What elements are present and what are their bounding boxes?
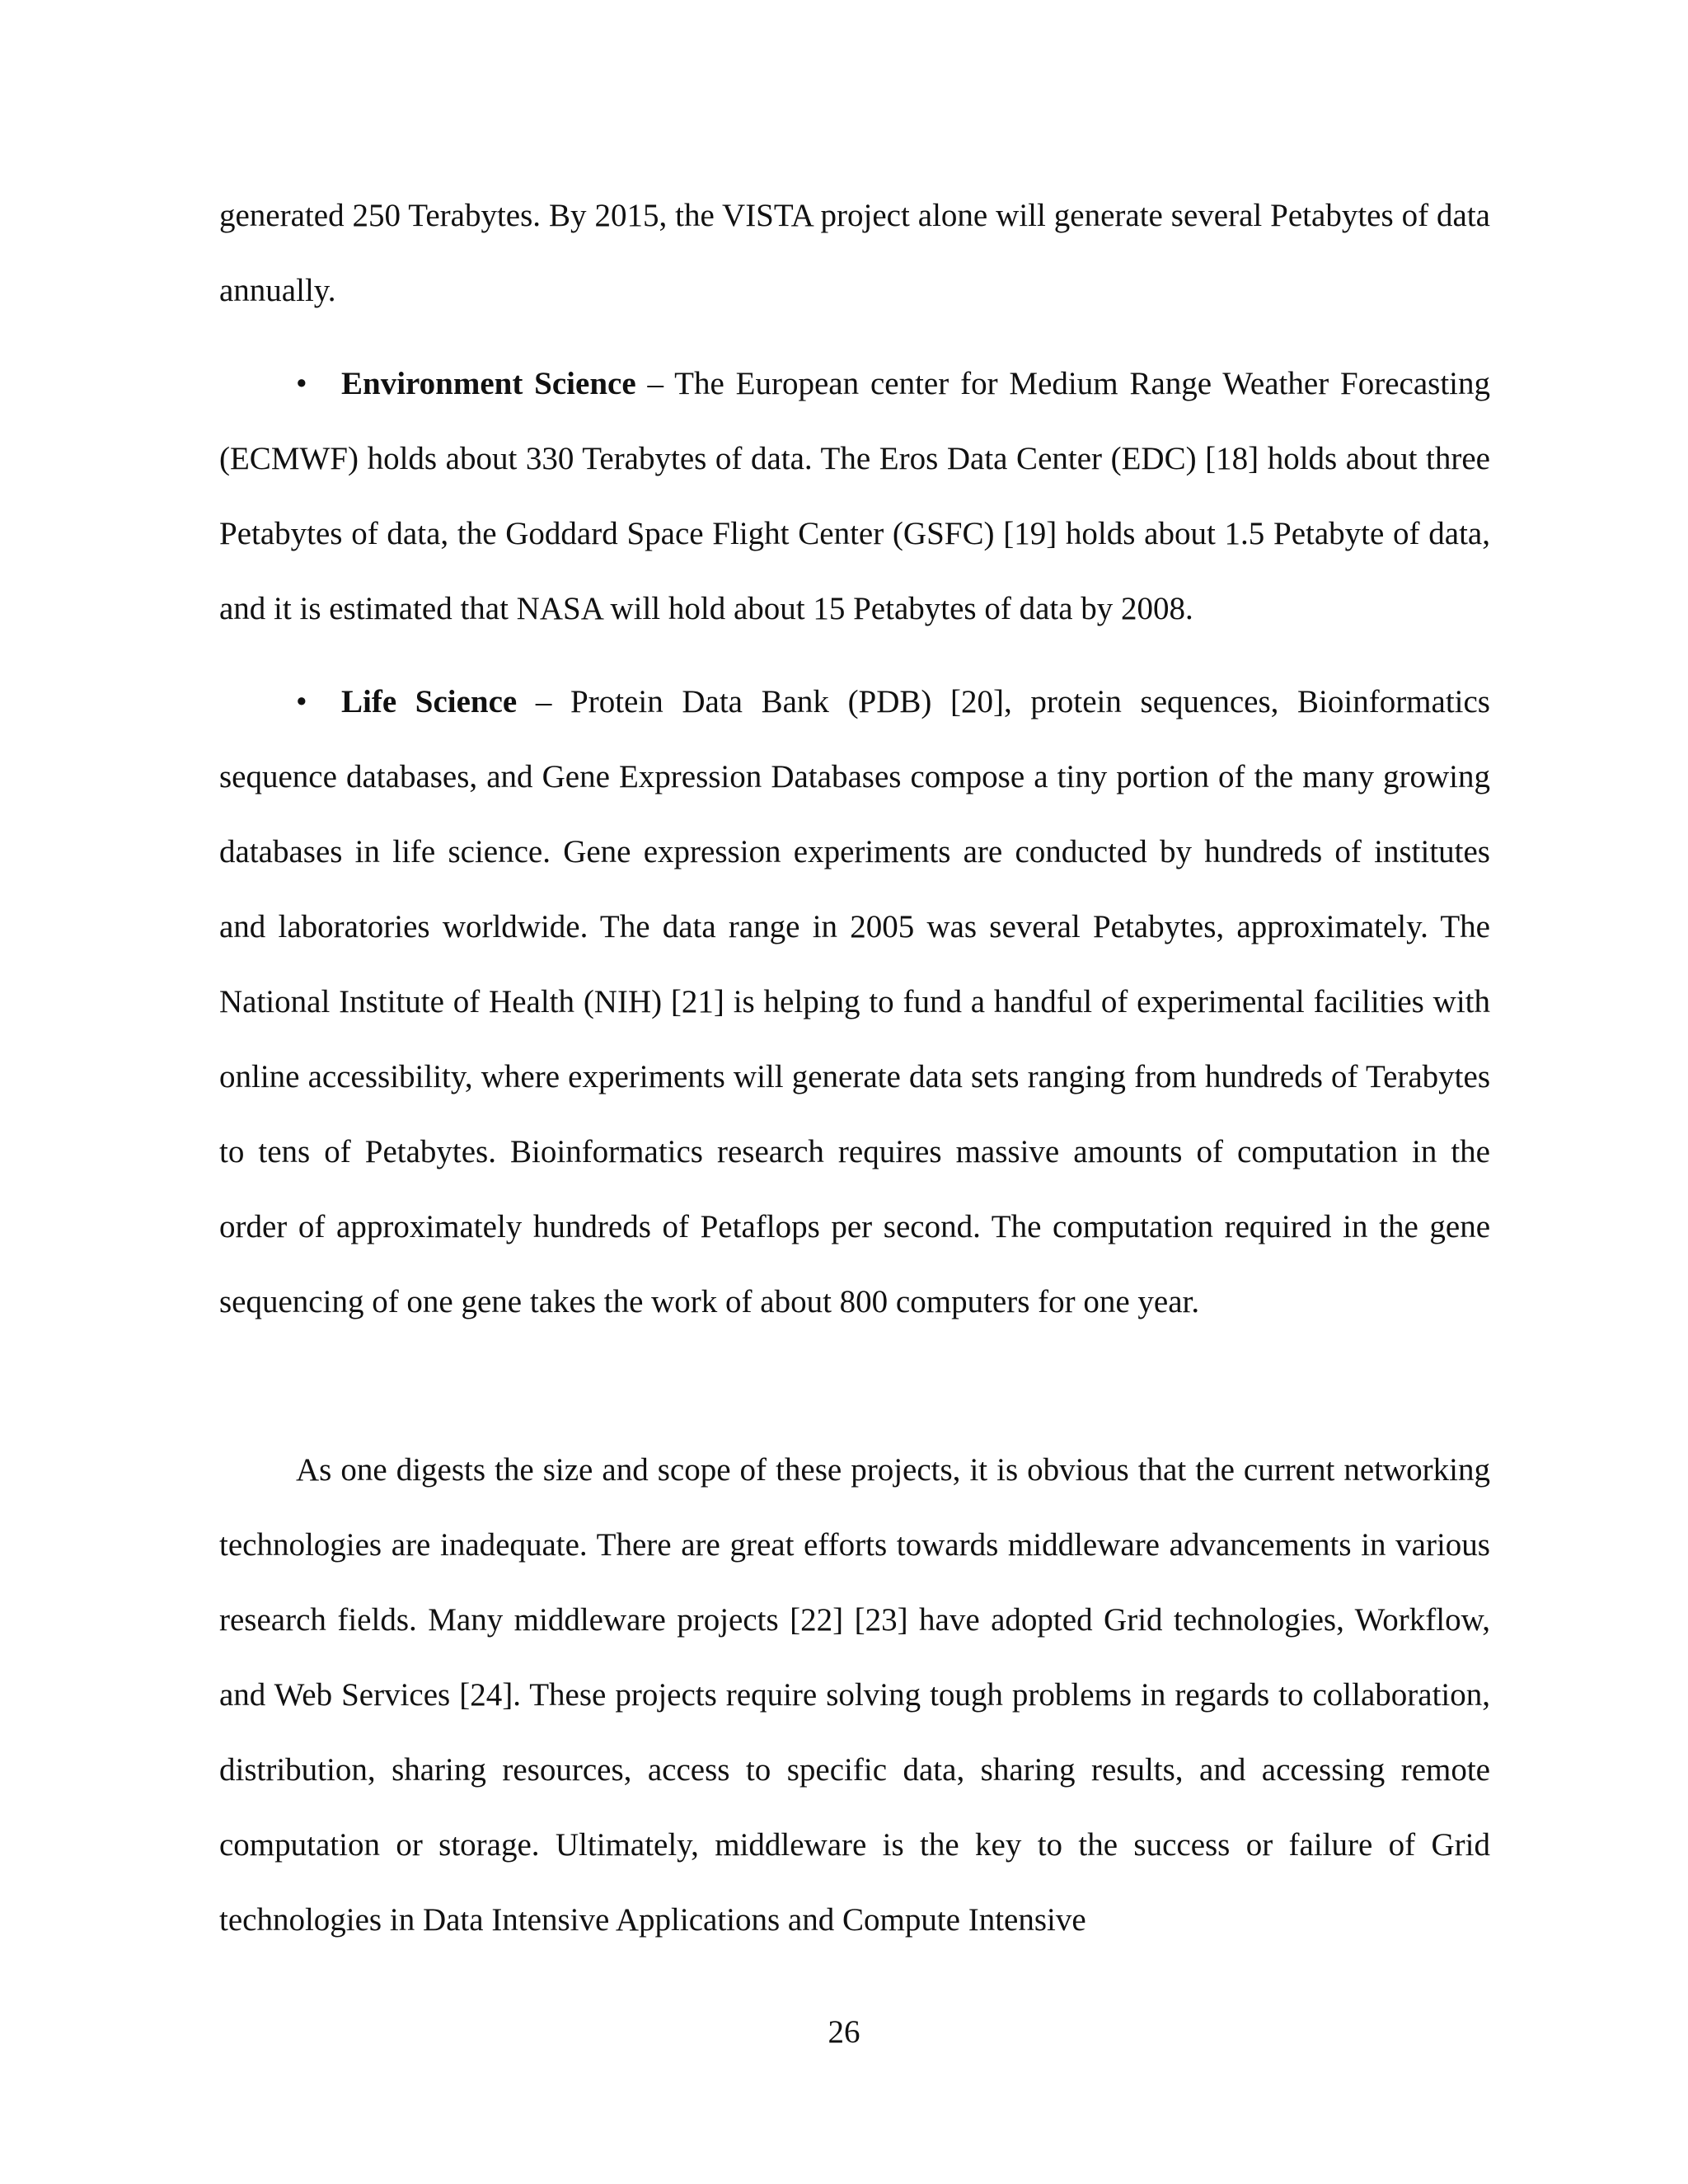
bullet-symbol: • <box>296 366 307 401</box>
bullet-term: Environment Science <box>341 366 636 401</box>
bullet-symbol: • <box>296 684 307 719</box>
bullet-term: Life Science <box>341 684 518 719</box>
closing-paragraph: As one digests the size and scope of these projects, it is obvious that the current networking technologies are inadequate. There are great efforts towards middleware advancements in various research fields. Many middleware projects [22] [23] have adopted Grid technologies, Workflow, and Web Services [24]. These projects require solving tough problems in regards to collaboration, distribution, sharing resources, access to specific data, sharing results, and accessing remote computation or storage. Ultimately, middleware is the key to the success or failure of Grid technologies in Data Intensive Applications and Compute Intensive <box>219 1452 1490 1938</box>
bullet-text: – The European center for Medium Range Weather Forecasting (ECMWF) holds about 330 Terabytes of data. The Eros Data Center (EDC) [18] holds about three Petabytes of data, the Goddard Space Flight Center (GSFC) [19] holds about 1.5 Petabyte of data, and it is estimated that NASA will hold about 15 Petabytes of data by 2008. <box>219 366 1490 626</box>
intro-paragraph: generated 250 Terabytes. By 2015, the VISTA project alone will generate several Petabytes of data annually. <box>219 198 1490 308</box>
page-number: 26 <box>828 2014 860 2050</box>
bullet-environment-science <box>219 346 1490 646</box>
bullet-text: – Protein Data Bank (PDB) [20], protein sequences, Bioinformatics sequence databases, and Gene Expression Databases compose a tiny portion of the many growing databases in life science. Gene expression experiments are conducted by hundreds of institutes and laboratories worldwide. The data range in 2005 was several Petabytes, approximately. The National Institute of Health (NIH) [21] is helping to fund a handful of experimental facilities with online accessibility, where experiments will generate data sets ranging from hundreds of Terabytes to tens of Petabytes. Bioinformatics research requires massive amounts of computation in the order of approximately hundreds of Petaflops per second. The computation required in the gene sequencing of one gene takes the work of about 800 computers for one year. <box>219 684 1490 1319</box>
bullet-life-science <box>219 664 1490 1339</box>
